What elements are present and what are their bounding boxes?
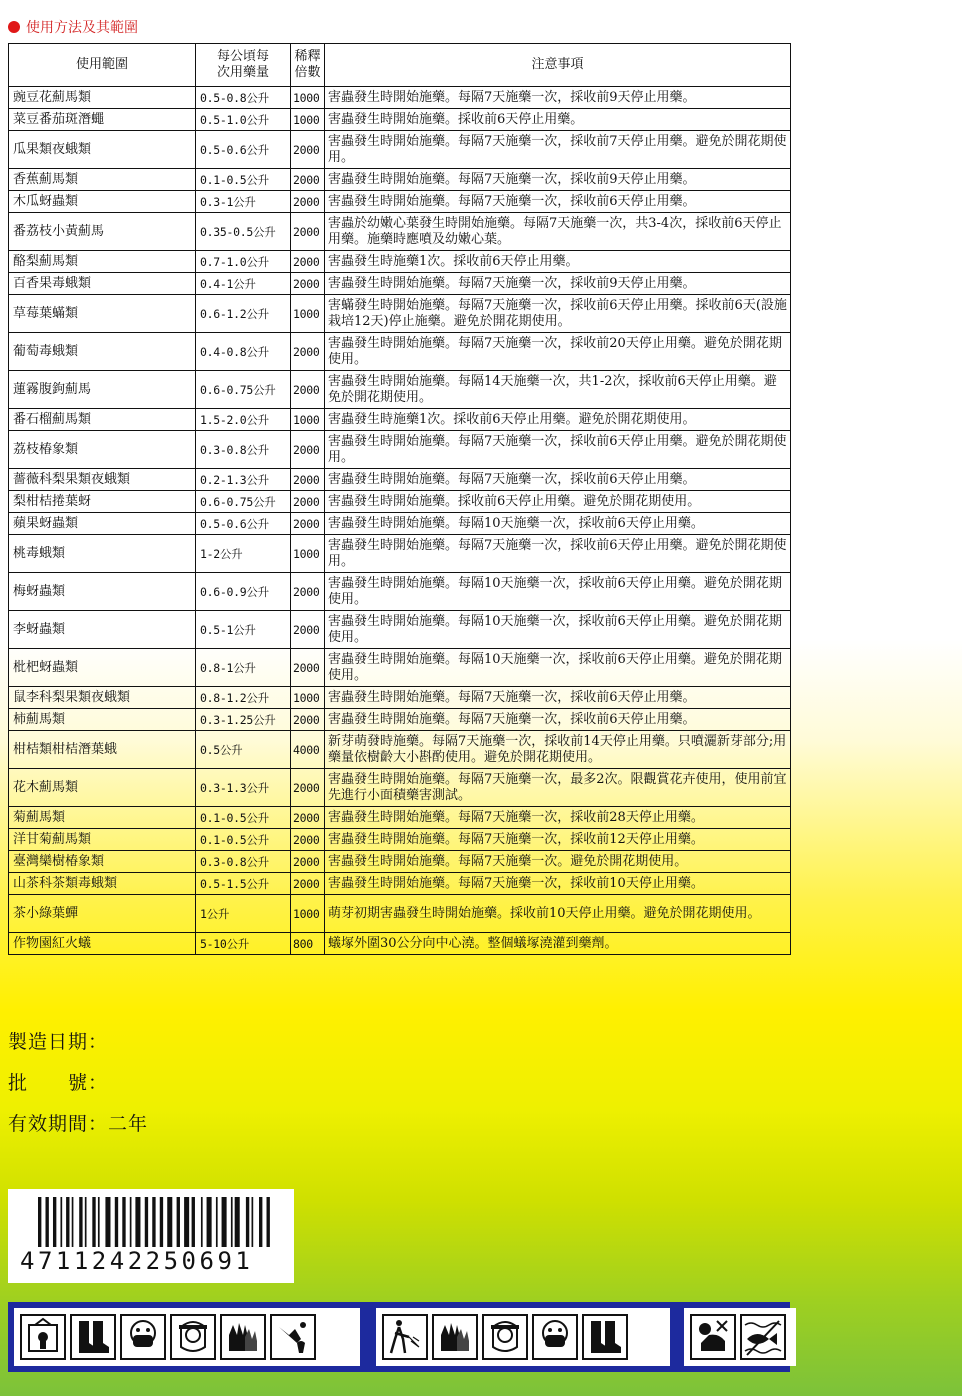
cell-dilution: 2000	[291, 191, 325, 213]
cell-scope: 菜豆番茄斑潛蠅	[9, 109, 196, 131]
cell-scope: 梨柑桔捲葉蚜	[9, 491, 196, 513]
table-row	[9, 611, 791, 649]
table-row	[9, 807, 791, 829]
cell-scope: 洋甘菊薊馬類	[9, 829, 196, 851]
cell-note: 害蟲發生時開始施藥。每隔10天施藥一次，採收前6天停止用藥。避免於開花期使用。	[325, 573, 791, 611]
barcode-bar	[98, 1197, 100, 1247]
cell-note: 害蟲發生時開始施藥。每隔10天施藥一次，採收前6天停止用藥。避免於開花期使用。	[325, 611, 791, 649]
cell-note: 害蟲發生時開始施藥。每隔7天施藥一次，採收前12天停止用藥。	[325, 829, 791, 851]
table-row	[9, 109, 791, 131]
barcode-bar	[160, 1197, 163, 1247]
cell-note: 害蟲發生時開始施藥。每隔7天施藥一次，採收前9天停止用藥。	[325, 273, 791, 295]
barcode-bar	[79, 1197, 82, 1247]
cell-scope: 蘋果蚜蟲類	[9, 513, 196, 535]
table-row	[9, 709, 791, 731]
barcode-bar	[246, 1197, 249, 1247]
cell-dilution: 2000	[291, 829, 325, 851]
barcode-bar	[135, 1197, 140, 1247]
table-row	[9, 895, 791, 933]
cell-scope: 臺灣欒樹椿象類	[9, 851, 196, 873]
cell-scope: 荔枝椿象類	[9, 431, 196, 469]
barcode-bar	[60, 1197, 62, 1247]
cell-dose: 0.1-0.5公升	[196, 169, 291, 191]
batch-number-label: 批 號：	[8, 1072, 109, 1094]
barcode-bar	[259, 1197, 262, 1247]
cell-scope: 鼠李科梨果類夜蛾類	[9, 687, 196, 709]
cell-dose: 0.6-0.75公升	[196, 491, 291, 513]
cell-note: 害蟲發生時開始施藥。採收前6天停止用藥。避免於開花期使用。	[325, 491, 791, 513]
cell-scope: 茶小綠葉蟬	[9, 895, 196, 933]
barcode-bar	[167, 1197, 172, 1247]
cell-dilution: 2000	[291, 769, 325, 807]
cell-dilution: 2000	[291, 333, 325, 371]
cell-dose: 0.7-1.0公升	[196, 251, 291, 273]
barcode-bar	[252, 1197, 254, 1247]
barcode-bar	[72, 1197, 74, 1247]
cell-scope: 蓮霧腹鉤薊馬	[9, 371, 196, 409]
table-row	[9, 851, 791, 873]
table-row	[9, 491, 791, 513]
section-title-text: 使用方法及其範圍	[26, 20, 138, 36]
pictogram-group-environment	[684, 1308, 796, 1366]
barcode-bar	[130, 1197, 132, 1247]
cell-dose: 0.1-0.5公升	[196, 829, 291, 851]
cell-scope: 柑桔類柑桔潛葉蛾	[9, 731, 196, 769]
barcode-bar	[115, 1197, 118, 1247]
barcode-bar	[105, 1197, 110, 1247]
cell-note: 害蟲於幼嫩心葉發生時開始施藥。每隔7天施藥一次，共3-4次，採收前6天停止用藥。施藥時應噴及幼嫩心葉。	[325, 213, 791, 251]
cell-dose: 0.2-1.3公升	[196, 469, 291, 491]
cell-dose: 0.3-1公升	[196, 191, 291, 213]
cell-note: 萌芽初期害蟲發生時開始施藥。採收前10天停止用藥。避免於開花期使用。	[325, 895, 791, 933]
table-row	[9, 87, 791, 109]
cell-dilution: 1000	[291, 87, 325, 109]
cell-scope: 木瓜蚜蟲類	[9, 191, 196, 213]
cell-dose: 0.3-0.8公升	[196, 851, 291, 873]
cell-dose: 0.5-1.5公升	[196, 873, 291, 895]
header-scope: 使用範圍	[9, 44, 196, 87]
barcode-bar	[235, 1197, 240, 1247]
safety-pictogram-strip	[8, 1302, 790, 1372]
cell-dilution: 2000	[291, 573, 325, 611]
cell-note: 害蟲發生時開始施藥。每隔10天施藥一次，採收前6天停止用藥。避免於開花期使用。	[325, 649, 791, 687]
cell-scope: 酪梨薊馬類	[9, 251, 196, 273]
manufacture-date-label: 製造日期：	[8, 1031, 109, 1053]
table-row	[9, 687, 791, 709]
fish-hazard-icon	[740, 1314, 786, 1360]
cell-dose: 0.3-1.25公升	[196, 709, 291, 731]
face-shield-icon	[482, 1314, 528, 1360]
cell-note: 新芽萌發時施藥。每隔7天施藥一次，採收前14天停止用藥。只噴灑新芽部分;用藥量依樹齡大小斟酌使用。避免於開花期使用。	[325, 731, 791, 769]
validity-period-label: 有效期間：二年	[8, 1113, 149, 1135]
storage-locked-icon	[20, 1314, 66, 1360]
cell-scope: 花木薊馬類	[9, 769, 196, 807]
barcode-bars	[38, 1197, 274, 1247]
cell-note: 害蟲發生時開始施藥。每隔7天施藥一次。避免於開花期使用。	[325, 851, 791, 873]
cell-dilution: 2000	[291, 469, 325, 491]
cell-dose: 1公升	[196, 895, 291, 933]
cell-scope: 番石榴薊馬類	[9, 409, 196, 431]
cell-scope: 梅蚜蟲類	[9, 573, 196, 611]
cell-scope: 作物園紅火蟻	[9, 933, 196, 955]
cell-dose: 0.5-1.0公升	[196, 109, 291, 131]
cell-dose: 0.8-1公升	[196, 649, 291, 687]
cell-dilution: 1000	[291, 535, 325, 573]
cell-dilution: 1000	[291, 295, 325, 333]
cell-scope: 薔薇科梨果類夜蛾類	[9, 469, 196, 491]
cell-dilution: 2000	[291, 169, 325, 191]
barcode	[8, 1189, 294, 1283]
table-row	[9, 731, 791, 769]
header-notes: 注意事項	[325, 44, 791, 87]
barcode-bar	[85, 1197, 87, 1247]
cell-dose: 5-10公升	[196, 933, 291, 955]
cell-dose: 0.3-1.3公升	[196, 769, 291, 807]
barcode-bar	[152, 1197, 155, 1247]
cell-dose: 0.4-1公升	[196, 273, 291, 295]
cell-dose: 0.3-0.8公升	[196, 431, 291, 469]
cell-dilution: 1000	[291, 409, 325, 431]
cell-note: 害蟲發生時開始施藥。每隔7天施藥一次，採收前10天停止用藥。	[325, 873, 791, 895]
cell-dilution: 2000	[291, 851, 325, 873]
cell-note: 害蟲發生時開始施藥。每隔7天施藥一次，採收前7天停止用藥。避免於開花期使用。	[325, 131, 791, 169]
cell-dose: 1.5-2.0公升	[196, 409, 291, 431]
animal-hazard-icon	[690, 1314, 736, 1360]
cell-dilution: 2000	[291, 491, 325, 513]
cell-note: 害蟲發生時開始施藥。每隔7天施藥一次，採收前20天停止用藥。避免於開花期使用。	[325, 333, 791, 371]
mask-icon	[120, 1314, 166, 1360]
barcode-bar	[38, 1197, 41, 1247]
table-row	[9, 829, 791, 851]
table-header-row	[9, 44, 791, 87]
cell-note: 害蟎發生時開始施藥。每隔7天施藥一次，採收前6天停止用藥。採收前6天(設施栽培12天)停止施藥。避免於開花期使用。	[325, 295, 791, 333]
cell-scope: 柿薊馬類	[9, 709, 196, 731]
header-dilution: 稀釋 倍數	[291, 44, 325, 87]
table-row	[9, 469, 791, 491]
barcode-bar	[231, 1197, 233, 1247]
barcode-bar	[92, 1197, 95, 1247]
cell-dose: 0.6-0.9公升	[196, 573, 291, 611]
cell-dose: 0.35-0.5公升	[196, 213, 291, 251]
cell-note: 害蟲發生時開始施藥。每隔7天施藥一次，採收前28天停止用藥。	[325, 807, 791, 829]
table-row	[9, 873, 791, 895]
cell-scope: 桃毒蛾類	[9, 535, 196, 573]
cell-scope: 山茶科茶類毒蛾類	[9, 873, 196, 895]
cell-dose: 0.8-1.2公升	[196, 687, 291, 709]
table-row	[9, 649, 791, 687]
cell-note: 害蟲發生時開始施藥。每隔7天施藥一次，採收前6天停止用藥。避免於開花期使用。	[325, 431, 791, 469]
bullet-icon	[8, 21, 20, 33]
cell-dilution: 1000	[291, 895, 325, 933]
table-row	[9, 131, 791, 169]
barcode-bar	[207, 1197, 212, 1247]
barcode-bar	[177, 1197, 180, 1247]
cell-dilution: 2000	[291, 371, 325, 409]
barcode-bar	[145, 1197, 148, 1247]
cell-dilution: 2000	[291, 611, 325, 649]
table-row	[9, 573, 791, 611]
cell-note: 害蟲發生時開始施藥。每隔7天施藥一次，採收前6天停止用藥。	[325, 709, 791, 731]
table-row	[9, 431, 791, 469]
table-row	[9, 933, 791, 955]
cell-scope: 菊薊馬類	[9, 807, 196, 829]
table-row	[9, 295, 791, 333]
barcode-bar	[66, 1197, 69, 1247]
barcode-bar	[222, 1197, 227, 1247]
cell-scope: 草莓葉蟎類	[9, 295, 196, 333]
cell-dilution: 2000	[291, 873, 325, 895]
cell-dose: 0.6-0.75公升	[196, 371, 291, 409]
cell-dilution: 1000	[291, 109, 325, 131]
cell-dilution: 2000	[291, 807, 325, 829]
cell-scope: 百香果毒蛾類	[9, 273, 196, 295]
table-row	[9, 513, 791, 535]
cell-note: 害蟲發生時開始施藥。每隔10天施藥一次，採收前6天停止用藥。	[325, 513, 791, 535]
pictogram-group-storage	[14, 1308, 360, 1366]
cell-dilution: 2000	[291, 251, 325, 273]
table-row	[9, 769, 791, 807]
cell-scope: 李蚜蟲類	[9, 611, 196, 649]
section-title	[8, 16, 138, 38]
cell-dose: 0.4-0.8公升	[196, 333, 291, 371]
cell-note: 害蟲發生時開始施藥。每隔7天施藥一次，採收前6天停止用藥。避免於開花期使用。	[325, 535, 791, 573]
cell-dose: 0.5-0.8公升	[196, 87, 291, 109]
spraying-person-icon	[382, 1314, 428, 1360]
cell-note: 害蟲發生時開始施藥。每隔7天施藥一次，採收前6天停止用藥。	[325, 469, 791, 491]
usage-table	[8, 43, 791, 955]
pictogram-group-application	[376, 1308, 670, 1366]
barcode-bar	[201, 1197, 203, 1247]
cell-dilution: 2000	[291, 513, 325, 535]
cell-dose: 1-2公升	[196, 535, 291, 573]
face-shield-icon	[170, 1314, 216, 1360]
mask-icon	[532, 1314, 578, 1360]
cell-note: 害蟲發生時開始施藥。每隔7天施藥一次，採收前6天停止用藥。	[325, 687, 791, 709]
cell-dose: 0.5-1公升	[196, 611, 291, 649]
cell-scope: 豌豆花薊馬類	[9, 87, 196, 109]
cell-dilution: 2000	[291, 649, 325, 687]
barcode-bar	[45, 1197, 48, 1247]
cell-note: 害蟲發生時開始施藥。採收前6天停止用藥。	[325, 109, 791, 131]
gloves-icon	[432, 1314, 478, 1360]
cell-dilution: 2000	[291, 131, 325, 169]
header-dose: 每公頃每 次用藥量	[196, 44, 291, 87]
cell-note: 害蟲發生時開始施藥。每隔7天施藥一次，最多2次。限觀賞花卉使用，使用前宜先進行小面積藥害測試。	[325, 769, 791, 807]
cell-dose: 0.5-0.6公升	[196, 513, 291, 535]
cell-scope: 番荔枝小黃薊馬	[9, 213, 196, 251]
cell-scope: 枇杷蚜蟲類	[9, 649, 196, 687]
barcode-bar	[53, 1197, 56, 1247]
table-row	[9, 273, 791, 295]
table-row	[9, 535, 791, 573]
table-row	[9, 333, 791, 371]
cell-dilution: 2000	[291, 709, 325, 731]
barcode-bar	[267, 1197, 270, 1247]
cell-dose: 0.5公升	[196, 731, 291, 769]
gloves-icon	[220, 1314, 266, 1360]
table-row	[9, 251, 791, 273]
boots-icon	[582, 1314, 628, 1360]
table-row	[9, 371, 791, 409]
cell-dilution: 2000	[291, 273, 325, 295]
cell-dilution: 800	[291, 933, 325, 955]
boots-icon	[70, 1314, 116, 1360]
barcode-bar	[192, 1197, 195, 1247]
cell-note: 害蟲發生時開始施藥。每隔7天施藥一次，採收前9天停止用藥。	[325, 87, 791, 109]
cell-scope: 葡萄毒蛾類	[9, 333, 196, 371]
cell-note: 害蟲發生時施藥1次。採收前6天停止用藥。	[325, 251, 791, 273]
cell-scope: 瓜果類夜蛾類	[9, 131, 196, 169]
barcode-bar	[216, 1197, 218, 1247]
cell-dose: 0.5-0.6公升	[196, 131, 291, 169]
washing-hands-icon	[270, 1314, 316, 1360]
table-row	[9, 409, 791, 431]
table-row	[9, 191, 791, 213]
barcode-digits: 4711242250691	[20, 1247, 254, 1275]
cell-note: 害蟲發生時施藥1次。採收前6天停止用藥。避免於開花期使用。	[325, 409, 791, 431]
cell-dilution: 1000	[291, 687, 325, 709]
cell-note: 害蟲發生時開始施藥。每隔7天施藥一次，採收前6天停止用藥。	[325, 191, 791, 213]
table-row	[9, 213, 791, 251]
cell-note: 蟻塚外圍30公分向中心澆。整個蟻塚澆灌到藥劑。	[325, 933, 791, 955]
cell-dilution: 4000	[291, 731, 325, 769]
cell-dilution: 2000	[291, 213, 325, 251]
cell-scope: 香蕉薊馬類	[9, 169, 196, 191]
cell-dilution: 2000	[291, 431, 325, 469]
barcode-bar	[184, 1197, 189, 1247]
table-row	[9, 169, 791, 191]
cell-dose: 0.6-1.2公升	[196, 295, 291, 333]
cell-dose: 0.1-0.5公升	[196, 807, 291, 829]
cell-note: 害蟲發生時開始施藥。每隔7天施藥一次，採收前9天停止用藥。	[325, 169, 791, 191]
barcode-bar	[122, 1197, 125, 1247]
cell-note: 害蟲發生時開始施藥。每隔14天施藥一次，共1-2次，採收前6天停止用藥。避免於開花期使用。	[325, 371, 791, 409]
